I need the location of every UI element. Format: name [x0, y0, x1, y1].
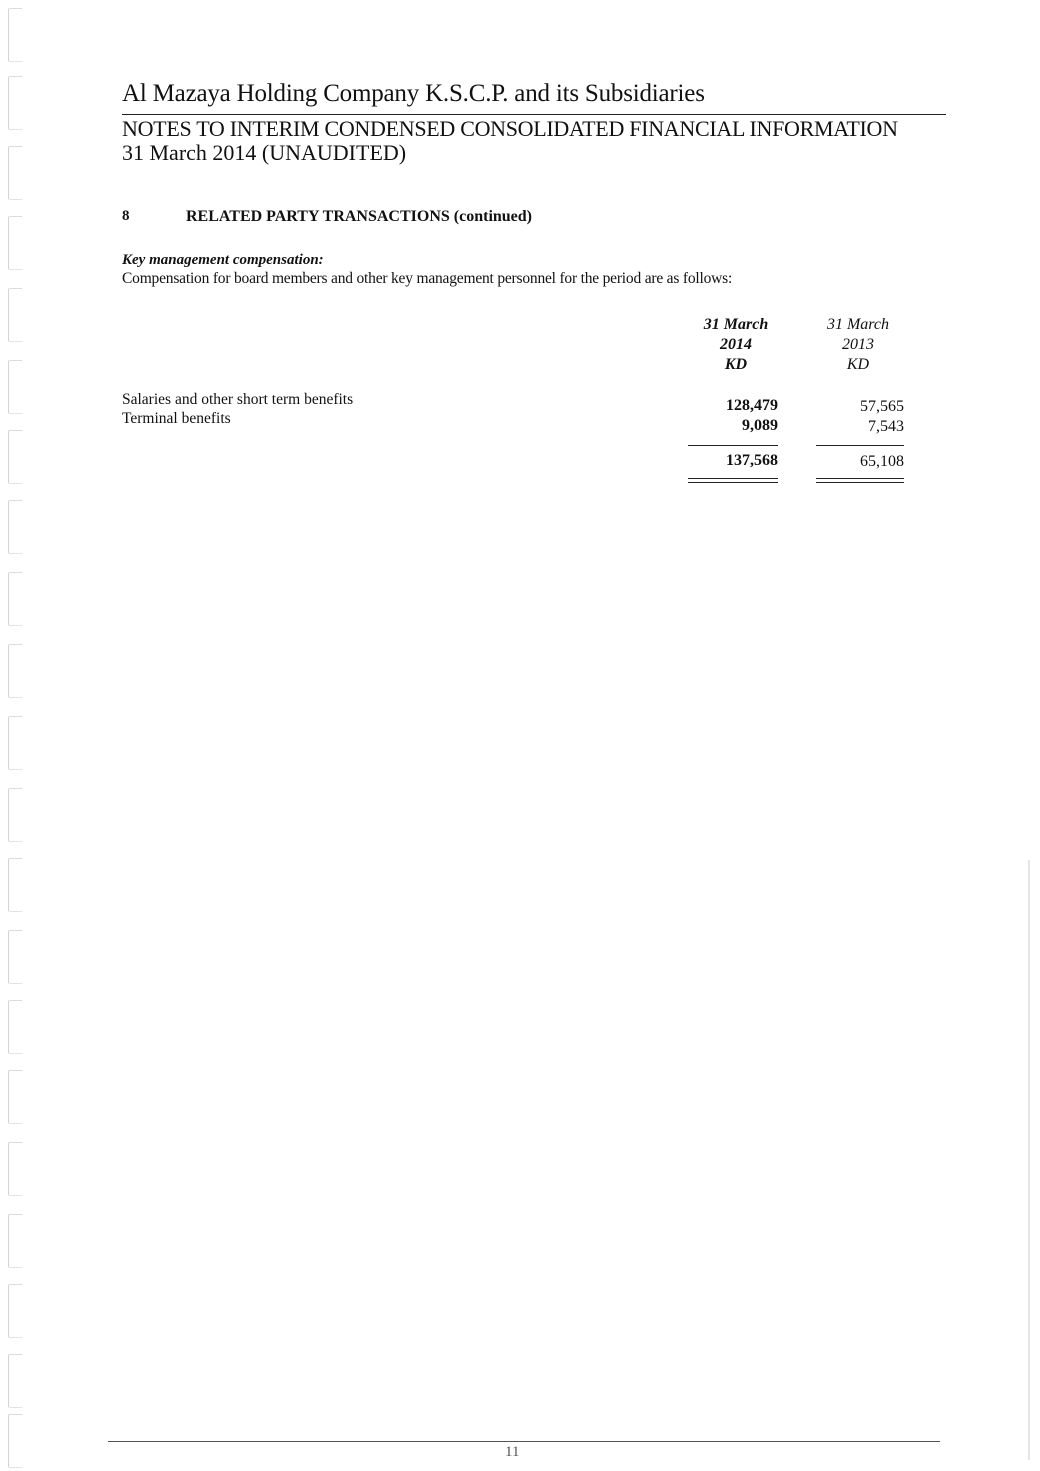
value-terminal-2013: 7,543 [868, 418, 904, 435]
total-2013: 65,108 [860, 453, 904, 470]
column-header-date: 31 March [826, 316, 890, 333]
header-rule [122, 114, 946, 115]
footer-rule [108, 1441, 940, 1442]
column-header-year: 2014 [720, 336, 752, 353]
total-double-rule-2014 [688, 478, 778, 483]
column-header-2014 [681, 315, 791, 375]
column-header-unit: KD [846, 356, 870, 373]
value-salaries-2014: 128,479 [726, 397, 778, 414]
binder-marks [8, 0, 38, 1471]
column-header-year: 2013 [842, 336, 874, 353]
column-header-2013 [803, 315, 913, 375]
subheading: Key management compensation: [122, 252, 324, 268]
notes-title: NOTES TO INTERIM CONDENSED CONSOLIDATED FINANCIAL INFORMATION [122, 116, 898, 141]
section-number: 8 [122, 208, 130, 224]
value-terminal-2014: 9,089 [742, 417, 778, 434]
company-name: Al Mazaya Holding Company K.S.C.P. and its Subsidiaries [122, 80, 705, 107]
page-edge-shadow [1028, 860, 1030, 1460]
subtotal-rule-2013 [816, 445, 904, 446]
row-label-terminal: Terminal benefits [122, 410, 231, 427]
total-double-rule-2013 [816, 478, 904, 483]
column-header-date: 31 March [703, 316, 769, 333]
page-number: 11 [505, 1444, 520, 1460]
column-header-unit: KD [724, 356, 748, 373]
total-2014: 137,568 [726, 452, 778, 469]
section-title: RELATED PARTY TRANSACTIONS (continued) [186, 208, 533, 225]
intro-text: Compensation for board members and other key management personnel for the period are as follows: [122, 270, 733, 287]
row-label-salaries: Salaries and other short term benefits [122, 391, 354, 408]
period-title: 31 March 2014 (UNAUDITED) [122, 140, 407, 165]
value-salaries-2013: 57,565 [860, 398, 904, 415]
subtotal-rule-2014 [688, 445, 778, 446]
